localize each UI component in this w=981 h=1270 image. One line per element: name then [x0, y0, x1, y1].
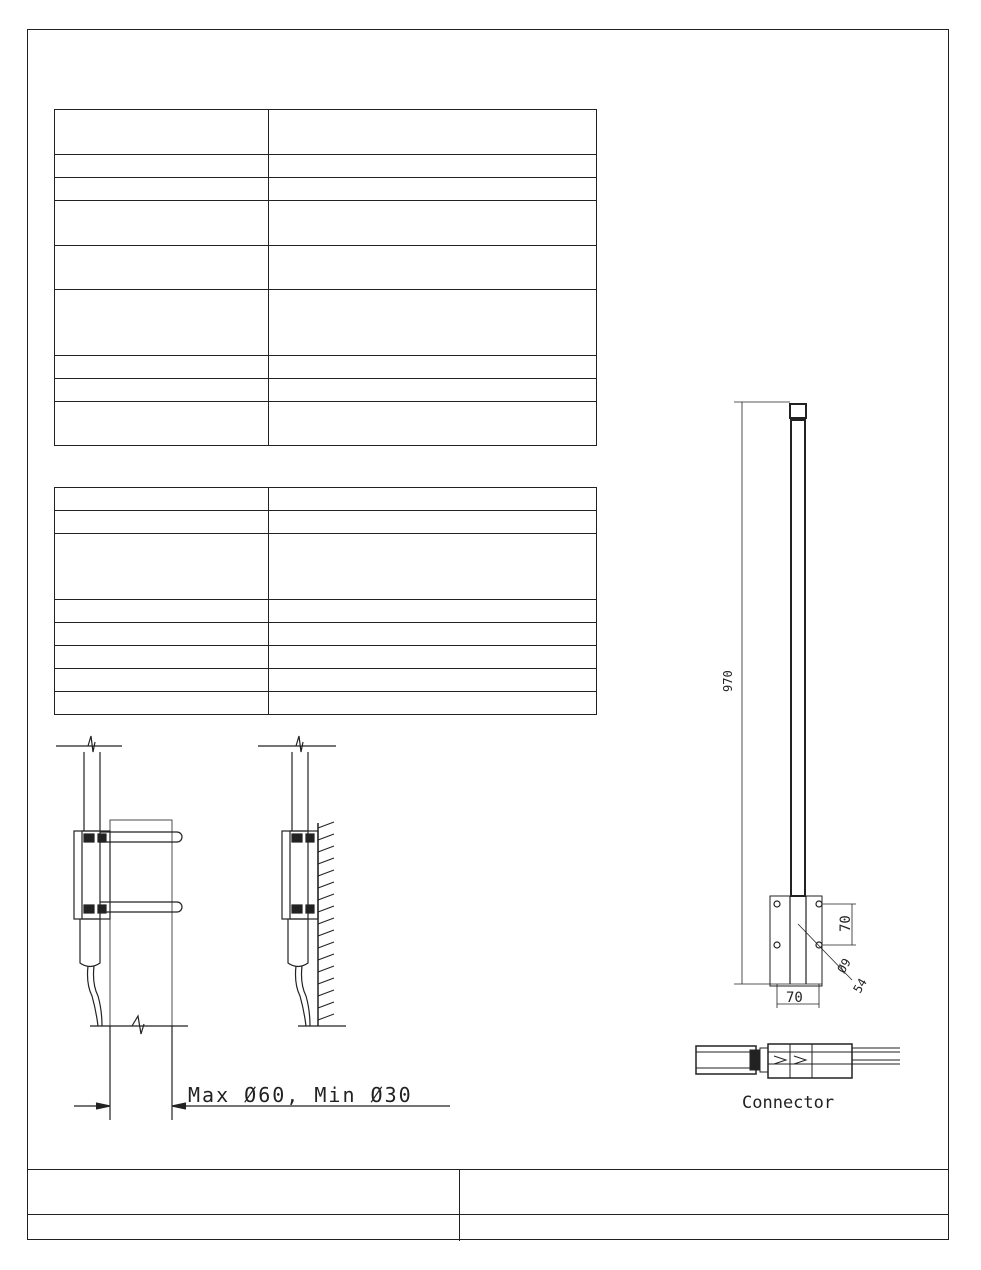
table-row	[55, 488, 597, 511]
spec-value	[269, 534, 597, 600]
spec-value	[269, 488, 597, 511]
spec-table-mechanical	[54, 487, 597, 715]
spec-value	[269, 201, 597, 246]
pole	[110, 820, 172, 1026]
spec-key	[55, 402, 269, 446]
u-bolt	[100, 902, 182, 912]
spec-value	[269, 623, 597, 646]
spec-key	[55, 488, 269, 511]
table-row	[55, 290, 597, 356]
spec-key	[55, 692, 269, 715]
table-row	[55, 178, 597, 201]
spec-value	[269, 246, 597, 290]
table-row	[55, 110, 597, 155]
spec-key	[55, 623, 269, 646]
hole-dim-label: Ø9	[834, 955, 854, 976]
wall-hatch	[318, 822, 334, 1020]
spec-table-electrical	[54, 109, 597, 446]
spec-key	[55, 356, 269, 379]
spec-value	[269, 600, 597, 623]
spec-value	[269, 692, 597, 715]
spec-key	[55, 178, 269, 201]
spec-value	[269, 402, 597, 446]
mounting-hole	[774, 942, 780, 948]
spec-key	[55, 201, 269, 246]
plate-width-label: 70	[786, 990, 803, 1006]
spec-key	[55, 669, 269, 692]
wall-mount-view	[258, 736, 346, 1026]
spec-value	[269, 379, 597, 402]
table-row	[55, 692, 597, 715]
spec-value	[269, 356, 597, 379]
table-row	[55, 246, 597, 290]
connector-caption: Connector	[742, 1093, 835, 1113]
spec-key	[55, 246, 269, 290]
antenna-radome	[791, 420, 805, 896]
pole-diameter-label: Max Ø60, Min Ø30	[188, 1083, 413, 1107]
table-row	[55, 356, 597, 379]
mounting-hole	[816, 901, 822, 907]
table-row	[55, 379, 597, 402]
table-row	[55, 155, 597, 178]
table-row	[55, 600, 597, 623]
spec-key	[55, 600, 269, 623]
spec-key	[55, 155, 269, 178]
spec-key	[55, 110, 269, 155]
spec-key	[55, 511, 269, 534]
mounting-drawing	[40, 728, 470, 1123]
u-bolt	[100, 832, 182, 842]
plate-height-label: 70	[838, 915, 854, 932]
table-row	[55, 623, 597, 646]
table-row	[55, 534, 597, 600]
spec-value	[269, 511, 597, 534]
title-block	[27, 1169, 949, 1240]
length-dim-label: 970	[721, 670, 735, 692]
spec-value	[269, 155, 597, 178]
pole-mount-view	[56, 736, 450, 1120]
table-row	[55, 646, 597, 669]
mounting-hole	[774, 901, 780, 907]
spec-key	[55, 379, 269, 402]
mounting-hole	[816, 942, 822, 948]
antenna-cap	[790, 404, 806, 418]
spec-value	[269, 290, 597, 356]
antenna-drawing	[672, 392, 917, 1024]
spec-key	[55, 290, 269, 356]
spec-value	[269, 646, 597, 669]
table-row	[55, 201, 597, 246]
spec-key	[55, 534, 269, 600]
table-row	[55, 669, 597, 692]
table-row	[55, 511, 597, 534]
spec-value	[269, 110, 597, 155]
connector-drawing	[690, 1034, 910, 1120]
spec-key	[55, 646, 269, 669]
table-row	[55, 402, 597, 446]
diag-dim-label: 54	[850, 975, 870, 996]
spec-value	[269, 178, 597, 201]
spec-value	[269, 669, 597, 692]
